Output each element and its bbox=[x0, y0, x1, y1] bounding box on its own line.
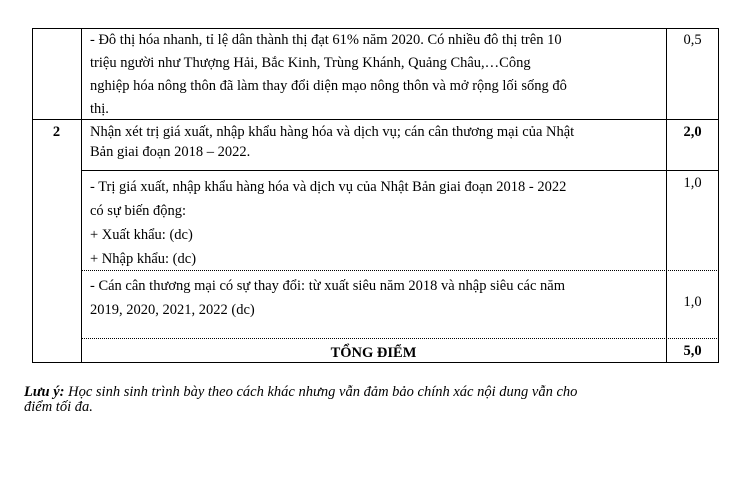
row1-line: triệu người như Thượng Hải, Bắc Kinh, Trùng Khánh, Quảng Châu,…Công bbox=[90, 55, 531, 71]
row3-line: - Trị giá xuất, nhập khẩu hàng hóa và dịch vụ của Nhật Bản giai đoạn 2018 - 2022 bbox=[90, 179, 567, 195]
note-text-continued: điểm tối đa. bbox=[24, 399, 93, 415]
row3-content bbox=[90, 175, 665, 271]
row4-line: - Cán cân thương mại có sự thay đổi: từ xuất siêu năm 2018 và nhập siêu các năm bbox=[90, 278, 565, 294]
table-row-divider bbox=[81, 338, 719, 339]
row3-score: 1,0 bbox=[683, 175, 702, 191]
row1-line: - Đô thị hóa nhanh, tỉ lệ dân thành thị đạt 61% năm 2020. Có nhiều đô thị trên 10 bbox=[90, 32, 562, 48]
table-border-left bbox=[32, 28, 33, 363]
note-label: Lưu ý: bbox=[24, 384, 65, 400]
table-row-divider bbox=[81, 170, 719, 171]
question-text bbox=[90, 122, 665, 162]
total-label: TỔNG ĐIỂM bbox=[330, 345, 417, 361]
answer-table bbox=[32, 28, 719, 363]
row4-score: 1,0 bbox=[683, 294, 702, 310]
total-score: 5,0 bbox=[683, 343, 702, 359]
row1-content bbox=[90, 29, 660, 121]
row3-line: + Nhập khẩu: (dc) bbox=[90, 251, 197, 267]
question-line: Nhận xét trị giá xuất, nhập khẩu hàng hóa và dịch vụ; cán cân thương mại của Nhật bbox=[90, 124, 575, 140]
row4-content bbox=[90, 274, 665, 322]
row1-score: 0,5 bbox=[683, 32, 702, 48]
question-line: Bản giai đoạn 2018 – 2022. bbox=[90, 144, 251, 160]
row1-line: nghiệp hóa nông thôn đã làm thay đổi diện mạo nông thôn và mở rộng lối sống đô bbox=[90, 78, 567, 94]
question-number: 2 bbox=[52, 124, 61, 140]
row3-line: có sự biến động: bbox=[90, 203, 187, 219]
row3-line: + Xuất khẩu: (dc) bbox=[90, 227, 193, 243]
footnote bbox=[24, 385, 704, 415]
table-border-right bbox=[718, 28, 719, 363]
question-score: 2,0 bbox=[683, 124, 702, 140]
row4-line: 2019, 2020, 2021, 2022 (dc) bbox=[90, 302, 255, 318]
table-column-divider bbox=[81, 28, 82, 363]
row1-line: thị. bbox=[90, 101, 109, 117]
note-text: Học sinh sinh trình bày theo cách khác nhưng vẫn đảm bảo chính xác nội dung vẫn cho bbox=[64, 384, 578, 400]
